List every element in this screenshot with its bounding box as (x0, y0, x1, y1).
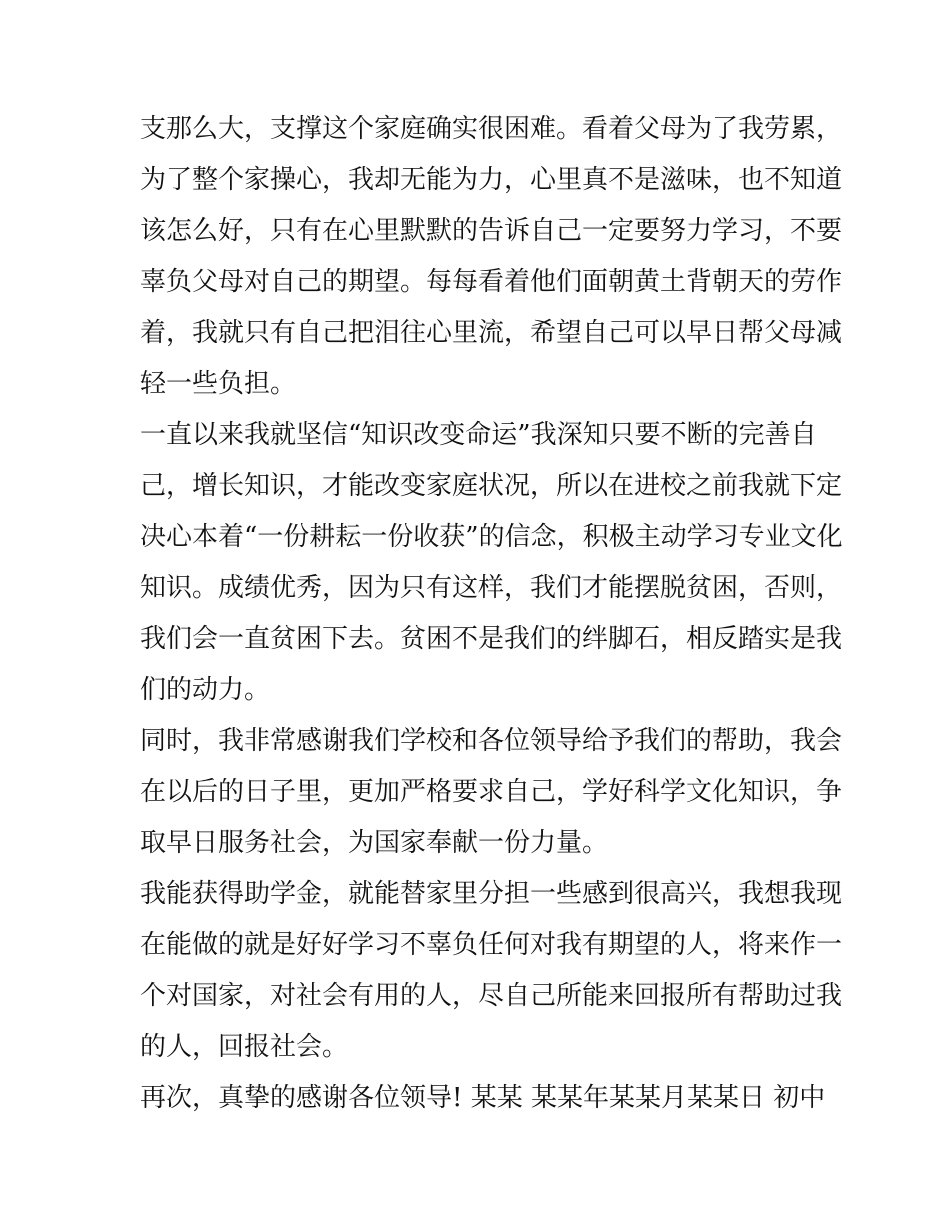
text-line: 一直以来我就坚信“知识改变命运”我深知只要不断的完善自 (140, 420, 817, 450)
text-line: 决心本着“一份耕耘一份收获”的信念，积极主动学习专业文化 (140, 522, 843, 552)
text-line: 在能做的就是好好学习不辜负任何对我有期望的人，将来作一 (140, 930, 843, 960)
text-line: 己，增长知识，才能改变家庭状况，所以在进校之前我就下定 (140, 471, 843, 501)
text-line: 我们会一直贫困下去。贫困不是我们的绊脚石，相反踏实是我 (140, 624, 843, 654)
text-line: 该怎么好，只有在心里默默的告诉自己一定要努力学习，不要 (140, 216, 843, 246)
text-line: 取早日服务社会，为国家奉献一份力量。 (140, 828, 609, 858)
document-body (140, 104, 843, 1124)
text-line: 支那么大，支撑这个家庭确实很困难。看着父母为了我劳累， (140, 114, 843, 144)
text-line: 着，我就只有自己把泪往心里流，希望自己可以早日帮父母减 (140, 318, 843, 348)
text-line: 知识。成绩优秀，因为只有这样，我们才能摆脱贫困，否则， (140, 573, 843, 603)
text-line: 为了整个家操心，我却无能为力，心里真不是滋味，也不知道 (140, 165, 843, 195)
text-line: 们的动力。 (140, 675, 271, 705)
text-line: 在以后的日子里，更加严格要求自己，学好科学文化知识，争 (140, 777, 843, 807)
text-line: 同时，我非常感谢我们学校和各位领导给予我们的帮助，我会 (140, 726, 843, 756)
text-line: 轻一些负担。 (140, 369, 297, 399)
text-line: 辜负父母对自己的期望。每每看着他们面朝黄土背朝天的劳作 (140, 267, 843, 297)
text-line: 再次，真挚的感谢各位领导! 某某 某某年某某月某某日 初中 (140, 1083, 826, 1113)
text-line: 的人，回报社会。 (140, 1032, 349, 1062)
text-line: 个对国家，对社会有用的人，尽自己所能来回报所有帮助过我 (140, 981, 843, 1011)
text-line: 我能获得助学金，就能替家里分担一些感到很高兴，我想我现 (140, 879, 843, 909)
